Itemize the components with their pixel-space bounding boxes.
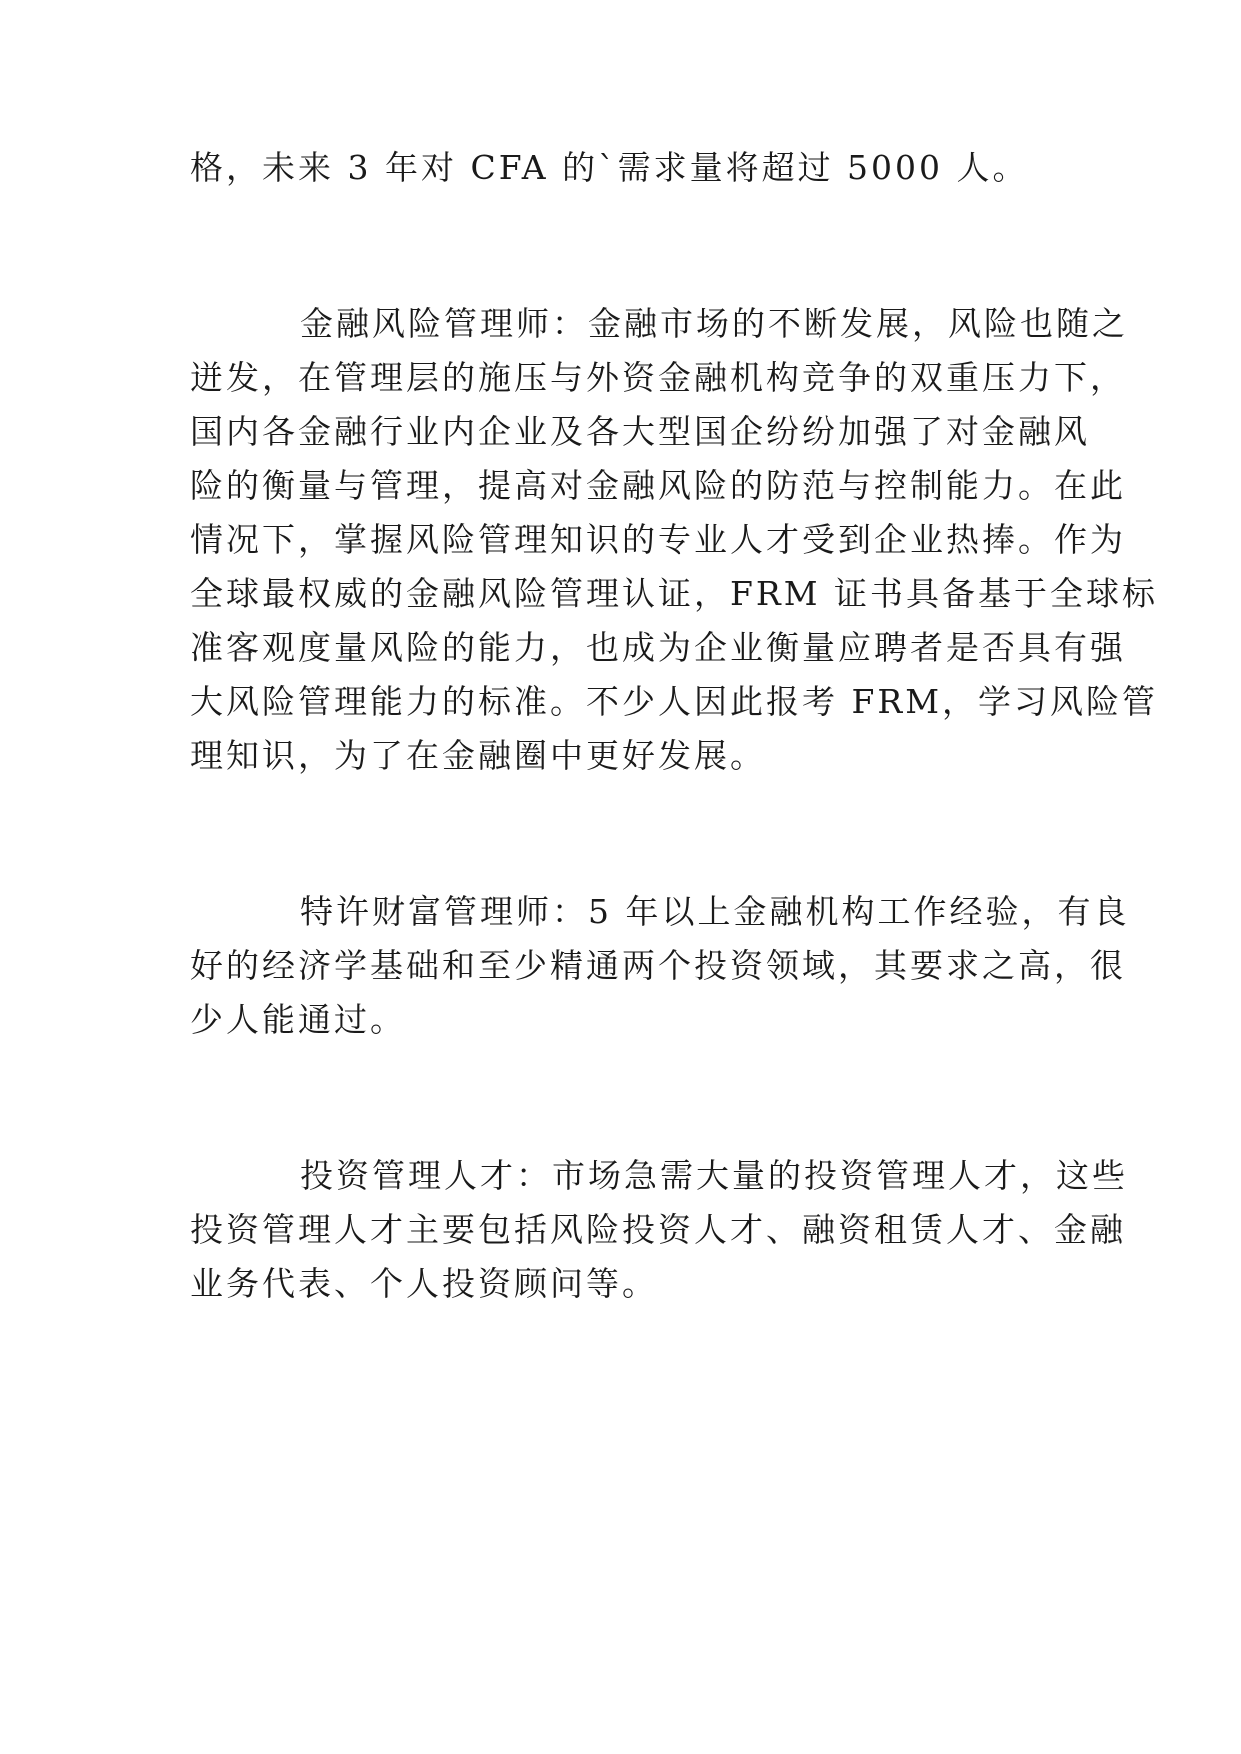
- paragraph-2-line-9: 理知识，为了在金融圈中更好发展。: [190, 736, 766, 775]
- paragraph-2-line-5: 情况下，掌握风险管理知识的专业人才受到企业热捧。作为: [190, 520, 1126, 559]
- paragraph-2-line-3: 国内各金融行业内企业及各大型国企纷纷加强了对金融风: [190, 412, 1090, 451]
- paragraph-2-line-2: 迸发，在管理层的施压与外资金融机构竞争的双重压力下，: [190, 358, 1126, 397]
- paragraph-3-line-2: 好的经济学基础和至少精通两个投资领域，其要求之高，很: [190, 946, 1126, 985]
- paragraph-4-line-1: 投资管理人才：市场急需大量的投资管理人才，这些: [300, 1156, 1128, 1195]
- paragraph-3-line-1: 特许财富管理师：5 年以上金融机构工作经验，有良: [300, 892, 1130, 931]
- paragraph-2-line-1: 金融风险管理师：金融市场的不断发展，风险也随之: [300, 304, 1128, 343]
- paragraph-2-line-6: 全球最权威的金融风险管理认证，FRM 证书具备基于全球标: [190, 574, 1159, 613]
- paragraph-2-line-8: 大风险管理能力的标准。不少人因此报考 FRM，学习风险管: [190, 682, 1159, 721]
- paragraph-4-line-2: 投资管理人才主要包括风险投资人才、融资租赁人才、金融: [190, 1210, 1126, 1249]
- paragraph-2-line-4: 险的衡量与管理，提高对金融风险的防范与控制能力。在此: [190, 466, 1126, 505]
- paragraph-4-line-3: 业务代表、个人投资顾问等。: [190, 1264, 658, 1303]
- paragraph-1-line-1: 格，未来 3 年对 CFA 的`需求量将超过 5000 人。: [190, 148, 1029, 187]
- paragraph-3-line-3: 少人能通过。: [190, 1000, 406, 1039]
- paragraph-2-line-7: 准客观度量风险的能力，也成为企业衡量应聘者是否具有强: [190, 628, 1126, 667]
